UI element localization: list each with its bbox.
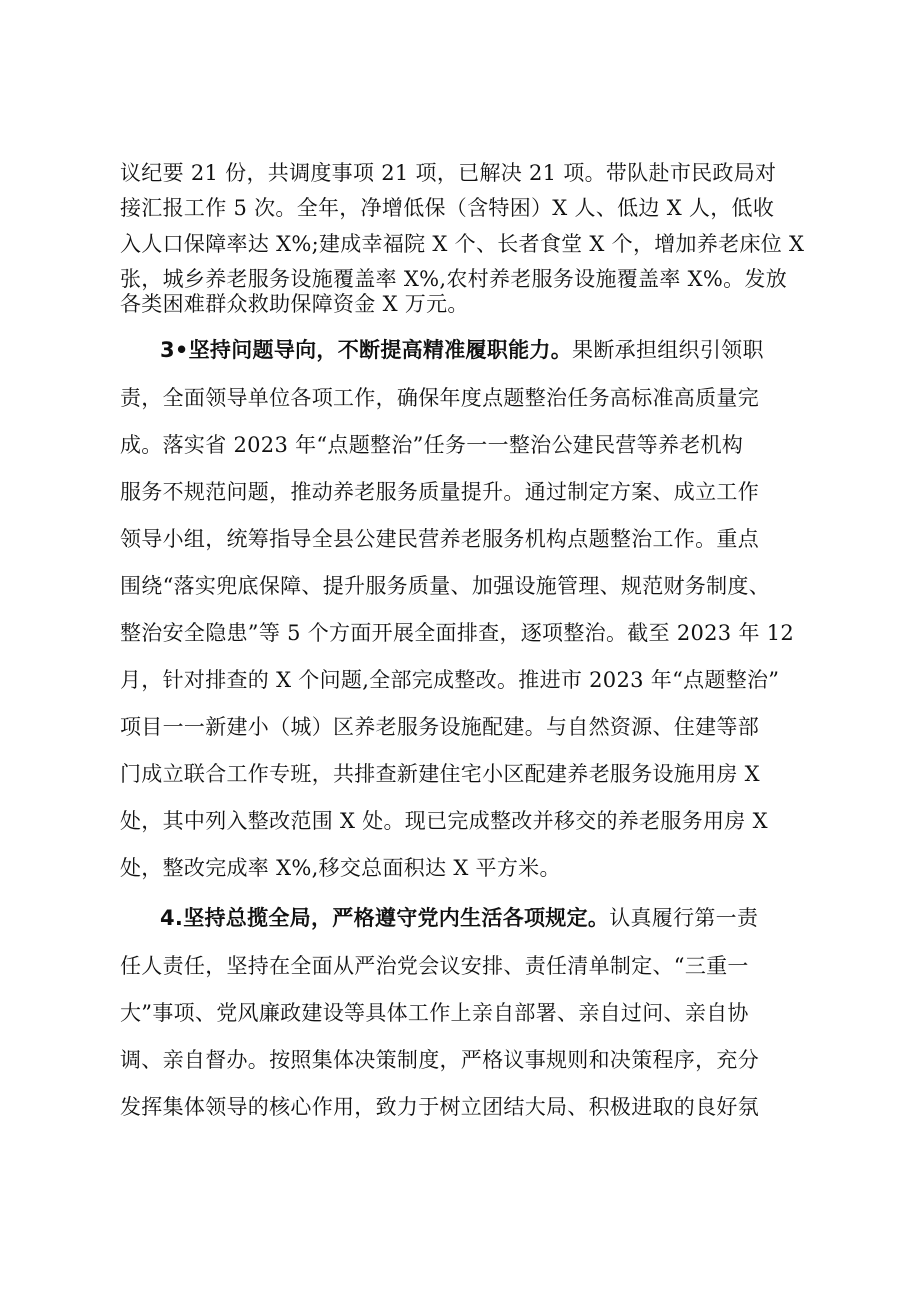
paragraph-line: 处，其中列入整改范围 X 处。现已完成整改并移交的养老服务用房 X: [120, 809, 768, 833]
paragraph-line: 门成立联合工作专班，共排查新建住宅小区配建养老服务设施用房 X: [120, 762, 760, 786]
paragraph-line: 各类困难群众救助保障资金 X 万元。: [120, 292, 469, 316]
paragraph-line: 月，针对排查的 X 个问题,全部完成整改。推进市 2023 年“点题整治”: [120, 668, 780, 692]
paragraph-line: 接汇报工作 5 次。全年，净增低保（含特困）X 人、低边 X 人，低收: [120, 196, 775, 220]
section-4-first-line: [160, 904, 810, 932]
paragraph-line: 围绕“落实兜底保障、提升服务质量、加强设施管理、规范财务制度、: [120, 574, 771, 598]
paragraph-line: 入人口保障率达 X%;建成幸福院 X 个、长者食堂 X 个，增加养老床位 X: [120, 232, 805, 256]
paragraph-line: 整治安全隐患”等 5 个方面开展全面排查，逐项整治。截至 2023 年 12: [120, 621, 795, 645]
paragraph-line: 调、亲自督办。按照集体决策制度，严格议事规则和决策程序，充分: [120, 1048, 759, 1072]
paragraph-line: 领导小组，统筹指导全县公建民营养老服务机构点题整治工作。重点: [120, 527, 759, 551]
section-3-lead-text: 果断承担组织引领职: [572, 338, 764, 362]
paragraph-line: 服务不规范问题，推动养老服务质量提升。通过制定方案、成立工作: [120, 480, 759, 504]
paragraph-line: 大”事项、党风廉政建设等具体工作上亲自部署、亲自过问、亲自协: [120, 1001, 749, 1025]
section-3-heading: 3•坚持问题导向，不断提高精准履职能力。: [160, 338, 573, 362]
section-3-first-line: [160, 336, 810, 364]
paragraph-line: 任人责任，坚持在全面从严治党会议安排、责任清单制定、“三重一: [120, 954, 749, 978]
paragraph-line: 张，城乡养老服务设施覆盖率 X%,农村养老服务设施覆盖率 X%。发放: [120, 267, 788, 291]
paragraph-line: 处，整改完成率 X%,移交总面积达 X 平方米。: [120, 856, 561, 880]
paragraph-line: 发挥集体领导的核心作用，致力于树立团结大局、积极进取的良好氛: [120, 1095, 759, 1119]
paragraph-line: 责，全面领导单位各项工作，确保年度点题整治任务高标准高质量完: [120, 386, 759, 410]
section-4-heading: 4.坚持总揽全局，严格遵守党内生活各项规定。: [160, 906, 610, 930]
paragraph-line: 议纪要 21 份，共调度事项 21 项，已解决 21 项。带队赴市民政局对: [120, 161, 777, 185]
section-4-lead-text: 认真履行第一责: [609, 906, 759, 930]
paragraph-line: 项目一一新建小（城）区养老服务设施配建。与自然资源、住建等部: [120, 715, 759, 739]
paragraph-line: 成。落实省 2023 年“点题整治”任务一一整治公建民营等养老机构: [120, 433, 744, 457]
